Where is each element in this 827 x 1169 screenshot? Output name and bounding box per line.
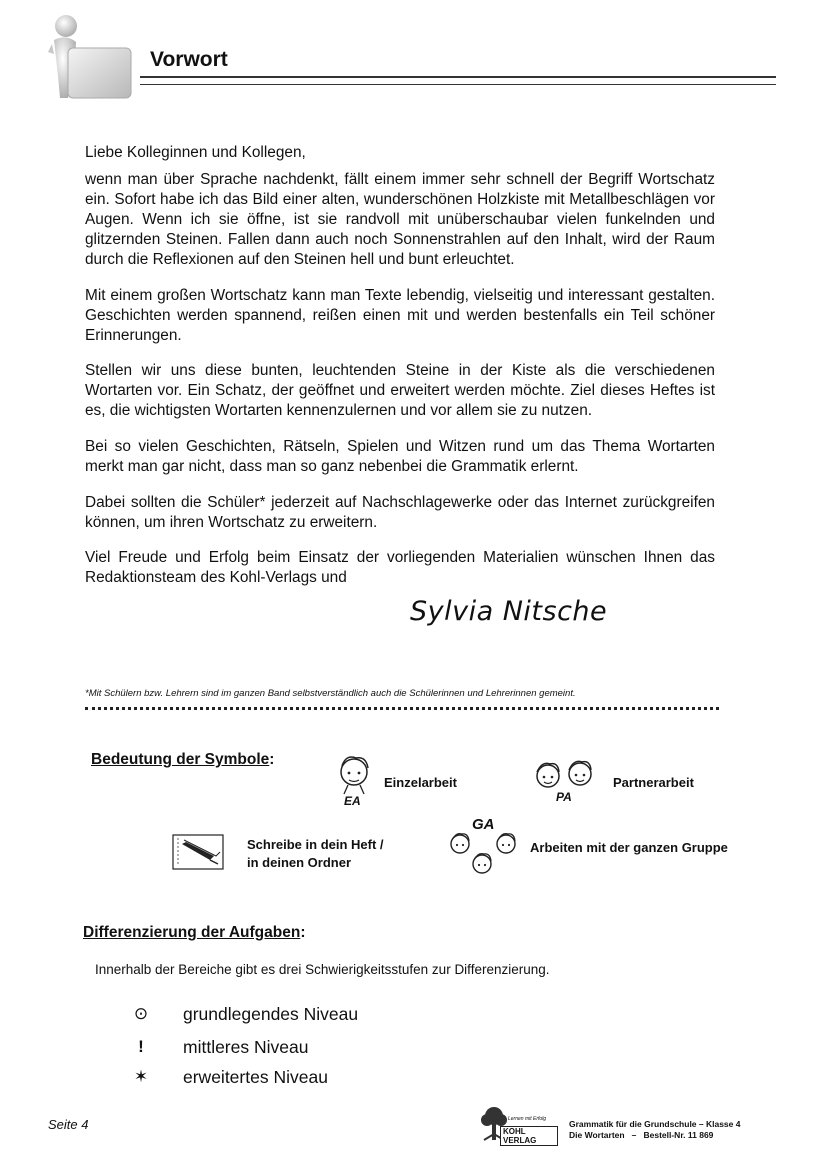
symbols-heading-colon: : bbox=[269, 751, 275, 768]
book-order-number: Die Wortarten – Bestell-Nr. 11 869 bbox=[569, 1130, 714, 1140]
symbols-heading bbox=[91, 751, 274, 769]
gruppenarbeit-label: Arbeiten mit der ganzen Gruppe bbox=[530, 840, 728, 855]
book-title: Grammatik für die Grundschule – Klasse 4 bbox=[569, 1119, 741, 1129]
paragraph-5: Dabei sollten die Schüler* jederzeit auf Nachschlagewerke oder das Internet zurückgreifen können, um ihren Wortschatz zu erweitern. bbox=[85, 494, 715, 531]
einzelarbeit-label: Einzelarbeit bbox=[384, 775, 457, 790]
paragraph-1: wenn man über Sprache nachdenkt, fällt einem immer sehr schnell der Begriff Wortschatz ein. Sofort habe ich das Bild einer alten, wunderschönen Holzkiste mit Metallbeschlägen vor Augen. Wenn ich sie öffne, ist sie randvoll mit unüberschaubar vielen funkelnden und glitzernden Steinen. Fallen dann auch noch Sonnenstrahlen auf den Inhalt, wird der Raum durch die Reflexionen auf den Steinen hell und bunt erleuchtet. bbox=[85, 171, 715, 268]
partnerarbeit-badge: PA bbox=[556, 790, 572, 804]
logo-tagline: Lernen mit Erfolg bbox=[508, 1116, 547, 1122]
greeting: Liebe Kolleginnen und Kollegen, bbox=[85, 144, 306, 161]
level-mittel: mittleres Niveau bbox=[183, 1037, 309, 1057]
notebook-pen-icon bbox=[172, 834, 224, 870]
exclamation-icon: ! bbox=[138, 1037, 144, 1056]
einzelarbeit-badge: EA bbox=[344, 794, 361, 808]
heft-label-line2: in deinen Ordner bbox=[247, 855, 352, 870]
symbols-heading-text: Bedeutung der Symbole bbox=[91, 751, 270, 768]
partnerarbeit-label: Partnerarbeit bbox=[613, 775, 694, 790]
page-title: Vorwort bbox=[150, 48, 228, 71]
paragraph-3: Stellen wir uns diese bunten, leuchtenden Steine in der Kiste als die verschiedenen Wortarten vor. Ein Schatz, der geöffnet und erweitert werden möchte. Ziel dieses Heftes ist es, die wichtigsten Wortarten kennenzulernen und vor allem sie zu nutzen. bbox=[85, 362, 715, 419]
dotted-divider bbox=[85, 707, 719, 716]
paragraph-2: Mit einem großen Wortschatz kann man Texte lebendig, vielseitig und interessant gestalten. Geschichten werden spannend, reißen einen mit und werden bestenfalls ein Teil schöner Erinnerungen. bbox=[85, 287, 715, 344]
gruppenarbeit-badge: GA bbox=[472, 816, 495, 833]
footnote: *Mit Schülern bzw. Lehrern sind im ganzen Band selbstverständlich auch die Schülerinnen und Lehrerinnen gemeint. bbox=[85, 688, 576, 699]
heft-label-line1: Schreibe in dein Heft / bbox=[247, 837, 384, 852]
star-icon: ✶ bbox=[133, 1067, 149, 1086]
heft-label bbox=[247, 836, 384, 872]
paragraph-4: Bei so vielen Geschichten, Rätseln, Spielen und Witzen rund um das Thema Wortarten merkt man gar nicht, dass man so ganz nebenbei die Grammatik erlernt. bbox=[85, 438, 715, 475]
level-erweitert: erweitertes Niveau bbox=[183, 1067, 328, 1087]
differenzierung-heading-text: Differenzierung der Aufgaben bbox=[83, 924, 301, 941]
header-figure-icon bbox=[44, 14, 136, 102]
kohl-verlag-logo bbox=[480, 1106, 558, 1146]
differenzierung-heading-colon: : bbox=[300, 924, 306, 941]
signature: Sylvia Nitsche bbox=[410, 596, 608, 627]
page-number: Seite 4 bbox=[48, 1117, 89, 1132]
level-grundlegend: grundlegendes Niveau bbox=[183, 1004, 359, 1024]
logo-name: KOHL VERLAG bbox=[500, 1126, 558, 1146]
differenzierung-intro: Innerhalb der Bereiche gibt es drei Schwierigkeitsstufen zur Differenzierung. bbox=[95, 962, 550, 977]
differenzierung-heading bbox=[83, 924, 305, 942]
paragraph-6: Viel Freude und Erfolg beim Einsatz der vorliegenden Materialien wünschen Ihnen das Redaktionsteam des Kohl-Verlags und bbox=[85, 549, 715, 586]
circle-dot-icon: ⊙ bbox=[133, 1004, 149, 1023]
title-rule bbox=[140, 76, 776, 85]
